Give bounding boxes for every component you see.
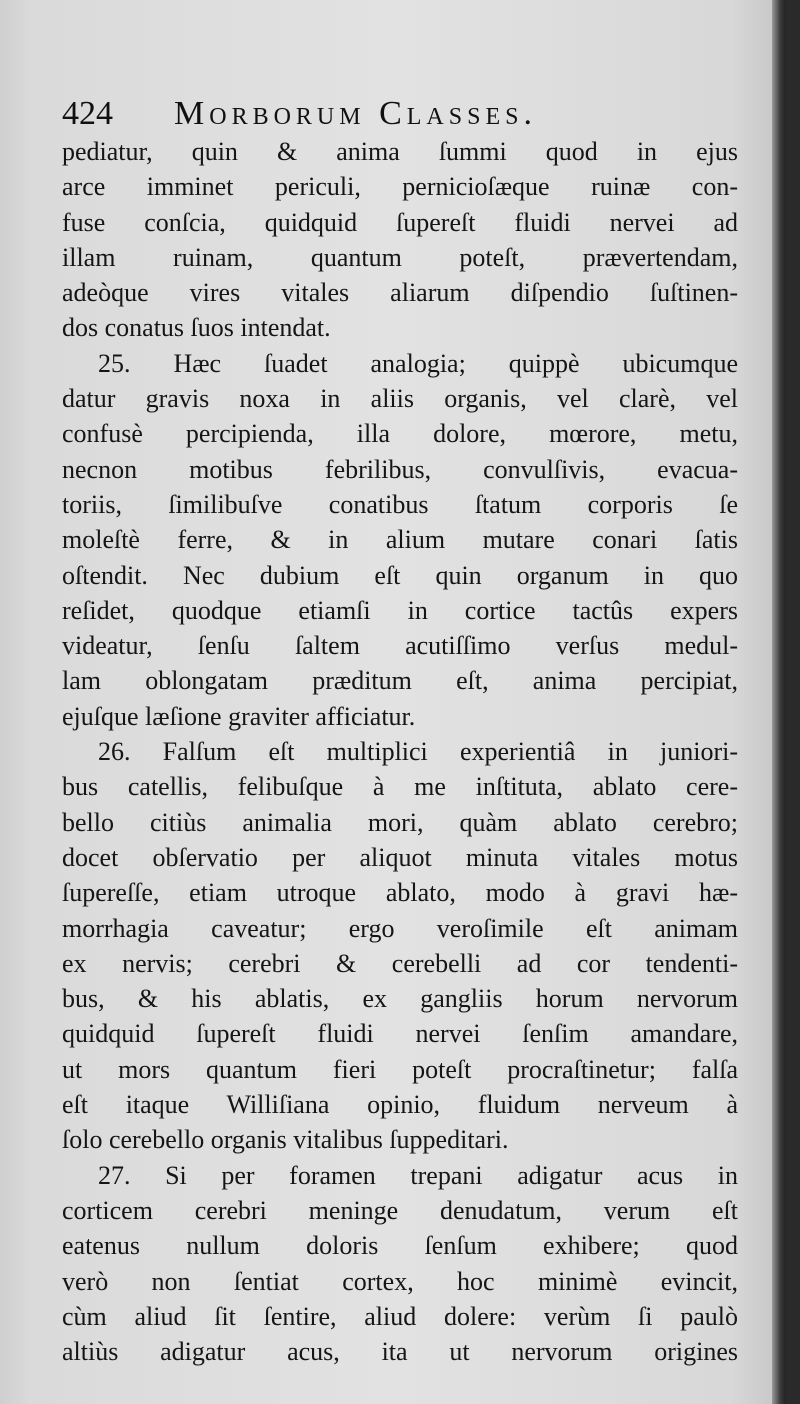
text-line: quidquid ſupereſt fluidi nervei ſenſim amandare, [62, 1019, 738, 1049]
text-line: verò non ſentiat cortex, hoc minimè evincit, [62, 1266, 738, 1296]
text-line: ſolo cerebello organis vitalibus ſuppeditari. [62, 1125, 509, 1155]
page-number: 424 [62, 95, 113, 132]
text-line: arce imminet periculi, pernicioſæque ruinæ con- [62, 172, 738, 202]
text-line: necnon motibus febrilibus, convulſivis, evacua- [62, 454, 738, 484]
page-header [62, 92, 742, 136]
text-line: ſupereſſe, etiam utroque ablato, modo à gravi hæ- [62, 878, 738, 908]
text-line: docet obſervatio per aliquot minuta vitales motus [62, 842, 738, 872]
text-line: pediatur, quin & anima ſummi quod in ejus [62, 137, 738, 166]
text-line: eatenus nullum doloris ſenſum exhibere; quod [62, 1231, 738, 1261]
text-line: reſidet, quodque etiamſi in cortice tactûs expers [62, 595, 738, 625]
paragraph-start-27: 27. Si per foramen trepani adigatur acus in [98, 1160, 738, 1190]
text-line: datur gravis noxa in aliis organis, vel clarè, vel [62, 384, 738, 414]
text-line: lam oblongatam præditum eſt, anima percipiat, [62, 666, 738, 696]
text-line: morrhagia caveatur; ergo veroſimile eſt animam [62, 913, 738, 943]
text-line: ex nervis; cerebri & cerebelli ad cor tendenti- [62, 948, 738, 978]
text-line: oſtendit. Nec dubium eſt quin organum in quo [62, 560, 738, 590]
text-line: toriis, ſimilibuſve conatibus ſtatum corporis ſe [62, 489, 738, 519]
text-line: corticem cerebri meninge denudatum, verum eſt [62, 1195, 738, 1225]
text-line: ut mors quantum fieri poteſt procraſtinetur; falſa [62, 1054, 738, 1084]
text-line: adeòque vires vitales aliarum diſpendio ſuſtinen- [62, 278, 738, 308]
text-line: eſt itaque Williſiana opinio, fluidum nerveum à [62, 1090, 738, 1120]
text-line: moleſtè ferre, & in alium mutare conari ſatis [62, 525, 738, 555]
text-line: fuse conſcia, quidquid ſupereſt fluidi nervei ad [62, 207, 738, 237]
text-line: illam ruinam, quantum poteſt, prævertendam, [62, 242, 738, 272]
paragraph-start-26: 26. Falſum eſt multiplici experientiâ in juniori- [98, 737, 738, 767]
page-edge-shadow [772, 0, 786, 1404]
text-line: ejuſque læſione graviter afficiatur. [62, 701, 416, 731]
text-line: bus catellis, felibuſque à me inſtituta, ablato cere- [62, 772, 738, 802]
body-text [62, 134, 738, 1369]
paragraph-start-25: 25. Hæc ſuadet analogia; quippè ubicumque [98, 348, 738, 378]
text-line: cùm aliud ſit ſentire, aliud dolere: verùm ſi paulò [62, 1301, 738, 1331]
text-line: bello citiùs animalia mori, quàm ablato cerebro; [62, 807, 738, 837]
text-line: bus, & his ablatis, ex gangliis horum nervorum [62, 984, 738, 1014]
running-title: Morborum Classes. [174, 95, 537, 132]
text-line: dos conatus ſuos intendat. [62, 313, 331, 343]
text-line: altiùs adigatur acus, ita ut nervorum origines [62, 1337, 738, 1367]
text-line: videatur, ſenſu ſaltem acutiſſimo verſus medul- [62, 631, 738, 661]
text-line: confusè percipienda, illa dolore, mœrore, metu, [62, 419, 738, 449]
